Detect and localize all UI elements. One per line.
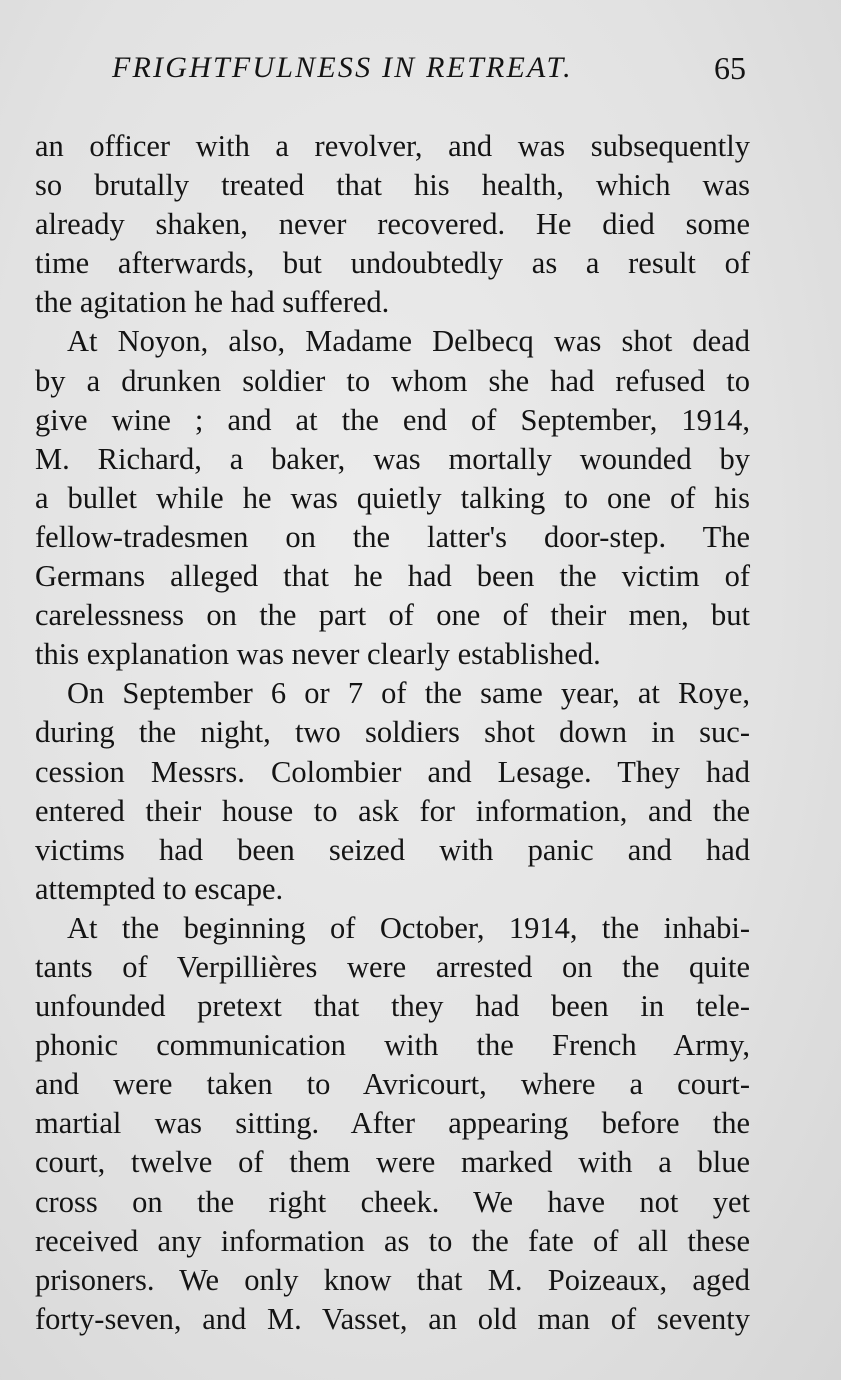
text-line: time afterwards, but undoubtedly as a result of: [35, 246, 750, 281]
text-line: and were taken to Avricourt, where a court-: [35, 1067, 750, 1102]
text-line: give wine ; and at the end of September, 1914,: [35, 402, 750, 437]
text-line: so brutally treated that his health, which was: [35, 168, 750, 203]
text-line: the agitation he had suffered.: [35, 285, 390, 320]
text-line: phonic communication with the French Army,: [35, 1028, 750, 1063]
running-head: [112, 46, 752, 90]
text-line: carelessness on the part of one of their men, but: [35, 598, 750, 633]
text-line: an officer with a revolver, and was subsequently: [35, 129, 750, 163]
text-line: fellow-tradesmen on the latter's door-step. The: [35, 519, 750, 554]
text-line: by a drunken soldier to whom she had refused to: [35, 363, 750, 398]
text-line: cession Messrs. Colombier and Lesage. They had: [35, 754, 750, 789]
text-line: court, twelve of them were marked with a blue: [35, 1145, 750, 1180]
text-line: during the night, two soldiers shot down in suc-: [35, 715, 750, 750]
text-line: prisoners. We only know that M. Poizeaux, aged: [35, 1262, 750, 1297]
text-line: At the beginning of October, 1914, the inhabi-: [67, 910, 750, 945]
text-line: M. Richard, a baker, was mortally wounded by: [35, 441, 750, 476]
text-line: received any information as to the fate of all these: [35, 1223, 750, 1258]
text-line: unfounded pretext that they had been in tele-: [35, 989, 750, 1024]
text-line: already shaken, never recovered. He died some: [35, 207, 750, 242]
text-line: At Noyon, also, Madame Delbecq was shot dead: [67, 324, 750, 359]
text-line: entered their house to ask for information, and the: [35, 793, 750, 828]
text-line: On September 6 or 7 of the same year, at Roye,: [67, 676, 750, 711]
text-line: cross on the right cheek. We have not yet: [35, 1184, 750, 1219]
text-line: victims had been seized with panic and had: [35, 832, 750, 867]
running-title: FRIGHTFULNESS IN RETREAT.: [112, 51, 573, 84]
text-line: forty-seven, and M. Vasset, an old man of seventy: [35, 1301, 750, 1336]
body-text: [35, 127, 750, 1339]
text-line: Germans alleged that he had been the victim of: [35, 559, 750, 594]
text-line: attempted to escape.: [35, 871, 284, 906]
text-line: this explanation was never clearly established.: [35, 637, 601, 672]
text-line: martial was sitting. After appearing before the: [35, 1106, 750, 1141]
text-line: a bullet while he was quietly talking to one of his: [35, 480, 750, 515]
text-line: tants of Verpillières were arrested on the quite: [35, 949, 750, 984]
page-number: 65: [714, 50, 746, 86]
